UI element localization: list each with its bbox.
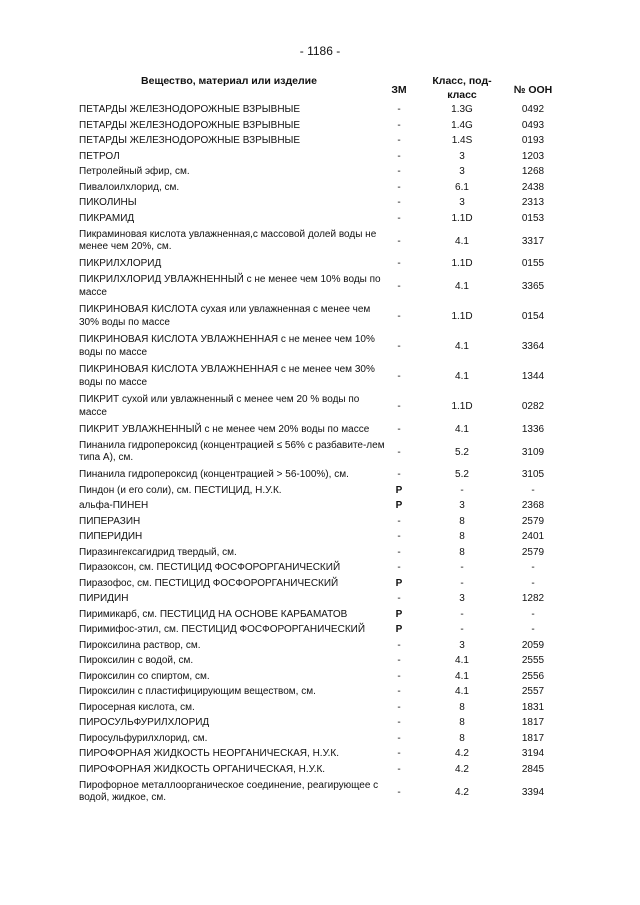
hazard-class: 4.1: [455, 655, 469, 666]
substance-name: Пироксилина раствор, см.: [79, 639, 201, 651]
substance-name: ПЕТАРДЫ ЖЕЛЕЗНОДОРОЖНЫЕ ВЗРЫВНЫЕ: [79, 135, 301, 146]
page-number: - 1186 -: [299, 44, 341, 58]
table-row: [0, 716, 640, 732]
substance-name: Пинанила гидропероксид (концентрацией > 56-100%), см.: [79, 469, 349, 480]
table-row: [0, 700, 640, 716]
table-row: [0, 561, 640, 577]
un-number: 0492: [521, 103, 545, 115]
table-row: [0, 392, 640, 422]
header-class: Класс, под-класс: [432, 75, 492, 101]
marine-pollutant-mark: -: [397, 166, 401, 177]
table-row: [0, 592, 640, 608]
hazard-class: 4.2: [455, 786, 469, 798]
un-number: 1831: [521, 701, 545, 713]
hazard-class: 3: [459, 197, 465, 208]
un-number: 1336: [521, 423, 545, 435]
hazard-class: 4.1: [455, 371, 469, 382]
marine-pollutant-mark: -: [397, 401, 401, 412]
table-row: [0, 332, 640, 362]
table-body: [0, 102, 640, 808]
table-row: [0, 762, 640, 778]
un-number: 1817: [521, 717, 545, 728]
marine-pollutant-mark: -: [397, 701, 401, 713]
table-row: [0, 257, 640, 273]
hazard-class: 6.1: [455, 181, 469, 193]
table-row: [0, 149, 640, 165]
hazard-class: -: [460, 608, 464, 620]
hazard-class: 5.2: [455, 469, 469, 480]
substance-name: Пироксилин со спиртом, см.: [79, 670, 210, 682]
hazard-class: -: [460, 624, 464, 635]
substance-name: Пироксилин с водой, см.: [79, 655, 194, 666]
un-number: 1344: [521, 371, 545, 382]
substance-name: ПИКРИНОВАЯ КИСЛОТА сухая или увлажненная с менее чем 30% воды по массе: [79, 304, 371, 328]
marine-pollutant-mark: P: [395, 624, 403, 635]
hazard-class: 4.2: [455, 763, 469, 775]
table-row: [0, 607, 640, 623]
hazard-class: 1.1D: [451, 311, 473, 322]
un-number: 3105: [521, 469, 545, 480]
marine-pollutant-mark: P: [395, 484, 403, 496]
table-row: [0, 638, 640, 654]
substance-name: ПИКРИНОВАЯ КИСЛОТА УВЛАЖНЕННАЯ с не менее чем 30% воды по массе: [79, 364, 375, 388]
un-number: 3194: [521, 748, 545, 759]
marine-pollutant-mark: -: [397, 150, 401, 162]
hazard-class: 8: [459, 717, 465, 728]
header-name: Вещество, материал или изделие: [141, 75, 317, 87]
substance-name: Пиримикарб, см. ПЕСТИЦИД НА ОСНОВЕ КАРБАМАТОВ: [79, 608, 348, 620]
substance-name: Пиндон (и его соли), см. ПЕСТИЦИД, Н.У.К.: [79, 484, 282, 496]
un-number: 2438: [521, 181, 545, 193]
table-row: [0, 623, 640, 639]
marine-pollutant-mark: -: [397, 135, 401, 146]
substance-name: ПИКРИТ УВЛАЖНЕННЫЙ с не менее чем 20% воды по массе: [79, 423, 370, 435]
un-number: -: [531, 624, 535, 635]
marine-pollutant-mark: -: [397, 341, 401, 352]
substance-name: Пивалоилхлорид, см.: [79, 181, 180, 193]
substance-name: Пиразофос, см. ПЕСТИЦИД ФОСФОРОРГАНИЧЕСКИЙ: [79, 577, 339, 589]
un-number: 3365: [521, 281, 545, 292]
un-number: 2579: [521, 515, 545, 527]
table-row: [0, 468, 640, 484]
marine-pollutant-mark: -: [397, 258, 401, 269]
substance-name: Пиросерная кислота, см.: [79, 701, 195, 713]
un-number: 2401: [521, 531, 545, 542]
table-row: [0, 545, 640, 561]
marine-pollutant-mark: -: [397, 562, 401, 573]
marine-pollutant-mark: -: [397, 515, 401, 527]
un-number: 0493: [521, 119, 545, 131]
substance-name: Пирофорное металлоорганическое соединение, реагирующее с водой, жидкое, см.: [79, 779, 379, 803]
substance-name: ПИПЕРИДИН: [79, 531, 143, 542]
un-number: 2313: [521, 197, 545, 208]
hazard-class: -: [460, 484, 464, 496]
un-number: 2557: [521, 686, 545, 697]
hazard-class: -: [460, 577, 464, 589]
hazard-class: 4.1: [455, 686, 469, 697]
hazard-class: 3: [459, 150, 465, 162]
substance-name: ПИКРИТ сухой или увлажненный с менее чем 20 % воды по массе: [79, 394, 360, 418]
table-row: [0, 362, 640, 392]
un-number: -: [531, 608, 535, 620]
marine-pollutant-mark: -: [397, 212, 401, 224]
un-number: 2556: [521, 670, 545, 682]
header-zm: ЗМ: [391, 84, 407, 96]
un-number: 2368: [521, 500, 545, 511]
table-row: [0, 134, 640, 150]
hazard-class: 1.1D: [451, 212, 473, 224]
marine-pollutant-mark: -: [397, 639, 401, 651]
table-row: [0, 778, 640, 808]
substance-name: ПЕТАРДЫ ЖЕЛЕЗНОДОРОЖНЫЕ ВЗРЫВНЫЕ: [79, 119, 301, 131]
substance-name: ПИРОФОРНАЯ ЖИДКОСТЬ НЕОРГАНИЧЕСКАЯ, Н.У.К.: [79, 748, 339, 759]
table-row: [0, 576, 640, 592]
hazard-class: 1.4S: [451, 135, 473, 146]
hazard-class: 3: [459, 639, 465, 651]
marine-pollutant-mark: -: [397, 686, 401, 697]
substance-name: ПИКРИЛХЛОРИД УВЛАЖНЕННЫЙ с не менее чем 10% воды по массе: [79, 274, 381, 298]
marine-pollutant-mark: -: [397, 531, 401, 542]
table-row: [0, 514, 640, 530]
marine-pollutant-mark: -: [397, 546, 401, 558]
substance-name: Пикраминовая кислота увлажненная,с массовой долей воды не менее чем 20%, см.: [79, 228, 377, 252]
un-number: 1203: [521, 150, 545, 162]
hazard-class: 4.2: [455, 748, 469, 759]
marine-pollutant-mark: -: [397, 197, 401, 208]
un-number: 3109: [521, 446, 545, 458]
hazard-class: 1.1D: [451, 401, 473, 412]
hazard-class: 1.3G: [451, 103, 473, 115]
marine-pollutant-mark: -: [397, 281, 401, 292]
marine-pollutant-mark: -: [397, 717, 401, 728]
un-number: 1817: [521, 732, 545, 744]
substance-name: Пиразоксон, см. ПЕСТИЦИД ФОСФОРОРГАНИЧЕСКИЙ: [79, 562, 341, 573]
substance-name: Пиримифос-этил, см. ПЕСТИЦИД ФОСФОРОРГАНИЧЕСКИЙ: [79, 624, 366, 635]
hazard-class: 3: [459, 593, 465, 604]
substance-name: альфа-ПИНЕН: [79, 500, 149, 511]
hazard-class: 3: [459, 500, 465, 511]
un-number: 1282: [521, 593, 545, 604]
un-number: 0155: [521, 258, 545, 269]
header-oon: № ООН: [513, 84, 553, 96]
table-row: [0, 302, 640, 332]
hazard-class: 4.1: [455, 670, 469, 682]
marine-pollutant-mark: -: [397, 732, 401, 744]
un-number: 2845: [521, 763, 545, 775]
table-row: [0, 196, 640, 212]
hazard-class: 4.1: [455, 423, 469, 435]
hazard-class: 8: [459, 732, 465, 744]
substance-name: ПИПЕРАЗИН: [79, 515, 141, 527]
table-row: [0, 669, 640, 685]
hazard-class: 8: [459, 515, 465, 527]
table-row: [0, 438, 640, 468]
un-number: 3364: [521, 341, 545, 352]
un-number: -: [531, 562, 535, 573]
substance-name: Пироксилин с пластифицирующим веществом, см.: [79, 686, 316, 697]
marine-pollutant-mark: -: [397, 235, 401, 247]
table-row: [0, 272, 640, 302]
marine-pollutant-mark: -: [397, 423, 401, 435]
table-row: [0, 180, 640, 196]
marine-pollutant-mark: -: [397, 655, 401, 666]
hazard-class: 1.1D: [451, 258, 473, 269]
table-row: [0, 499, 640, 515]
hazard-class: 1.4G: [451, 119, 473, 131]
table-row: [0, 102, 640, 118]
table-row: [0, 211, 640, 227]
substance-name: ПИКРИНОВАЯ КИСЛОТА УВЛАЖНЕННАЯ с не менее чем 10% воды по массе: [79, 334, 375, 358]
substance-name: ПИРОФОРНАЯ ЖИДКОСТЬ ОРГАНИЧЕСКАЯ, Н.У.К.: [79, 763, 326, 775]
marine-pollutant-mark: -: [397, 446, 401, 458]
marine-pollutant-mark: -: [397, 103, 401, 115]
marine-pollutant-mark: -: [397, 469, 401, 480]
substance-name: ПИКРИЛХЛОРИД: [79, 258, 162, 269]
marine-pollutant-mark: -: [397, 311, 401, 322]
un-number: -: [531, 484, 535, 496]
marine-pollutant-mark: -: [397, 371, 401, 382]
marine-pollutant-mark: -: [397, 748, 401, 759]
substance-name: ПИРОСУЛЬФУРИЛХЛОРИД: [79, 717, 210, 728]
substance-name: ПИРИДИН: [79, 593, 129, 604]
substance-name: ПИКРАМИД: [79, 212, 135, 224]
substance-name: ПИКОЛИНЫ: [79, 197, 137, 208]
substance-name: Петролейный эфир, см.: [79, 166, 190, 177]
table-row: [0, 731, 640, 747]
substance-name: Пиразингексагидрид твердый, см.: [79, 546, 237, 558]
marine-pollutant-mark: -: [397, 786, 401, 798]
hazard-class: 8: [459, 531, 465, 542]
hazard-class: 4.1: [455, 341, 469, 352]
un-number: 0153: [521, 212, 545, 224]
substance-name: Пинанила гидропероксид (концентрацией ≤ 56% с разбавите-лем типа А), см.: [79, 439, 385, 463]
substance-name: ПЕТАРДЫ ЖЕЛЕЗНОДОРОЖНЫЕ ВЗРЫВНЫЕ: [79, 103, 301, 115]
hazard-class: 8: [459, 701, 465, 713]
table-row: [0, 165, 640, 181]
un-number: 1268: [521, 166, 545, 177]
hazard-class: 3: [459, 166, 465, 177]
un-number: 3394: [521, 786, 545, 798]
table-row: [0, 747, 640, 763]
hazard-class: -: [460, 562, 464, 573]
un-number: -: [531, 577, 535, 589]
un-number: 2555: [521, 655, 545, 666]
marine-pollutant-mark: P: [395, 500, 403, 511]
hazard-class: 5.2: [455, 446, 469, 458]
marine-pollutant-mark: -: [397, 119, 401, 131]
table-row: [0, 654, 640, 670]
table-row: [0, 685, 640, 701]
un-number: 2579: [521, 546, 545, 558]
un-number: 0154: [521, 311, 545, 322]
marine-pollutant-mark: -: [397, 670, 401, 682]
table-row: [0, 422, 640, 438]
table-row: [0, 227, 640, 257]
table-row: [0, 530, 640, 546]
marine-pollutant-mark: -: [397, 181, 401, 193]
table-header: [0, 74, 640, 104]
table-row: [0, 483, 640, 499]
substance-name: ПЕТРОЛ: [79, 150, 120, 162]
un-number: 3317: [521, 235, 545, 247]
marine-pollutant-mark: P: [395, 608, 403, 620]
marine-pollutant-mark: P: [395, 577, 403, 589]
un-number: 2059: [521, 639, 545, 651]
un-number: 0193: [521, 135, 545, 146]
hazard-class: 4.1: [455, 235, 469, 247]
marine-pollutant-mark: -: [397, 763, 401, 775]
hazard-class: 4.1: [455, 281, 469, 292]
hazard-class: 8: [459, 546, 465, 558]
table-row: [0, 118, 640, 134]
un-number: 0282: [521, 401, 545, 412]
marine-pollutant-mark: -: [397, 593, 401, 604]
substance-name: Пиросульфурилхлорид, см.: [79, 732, 208, 744]
